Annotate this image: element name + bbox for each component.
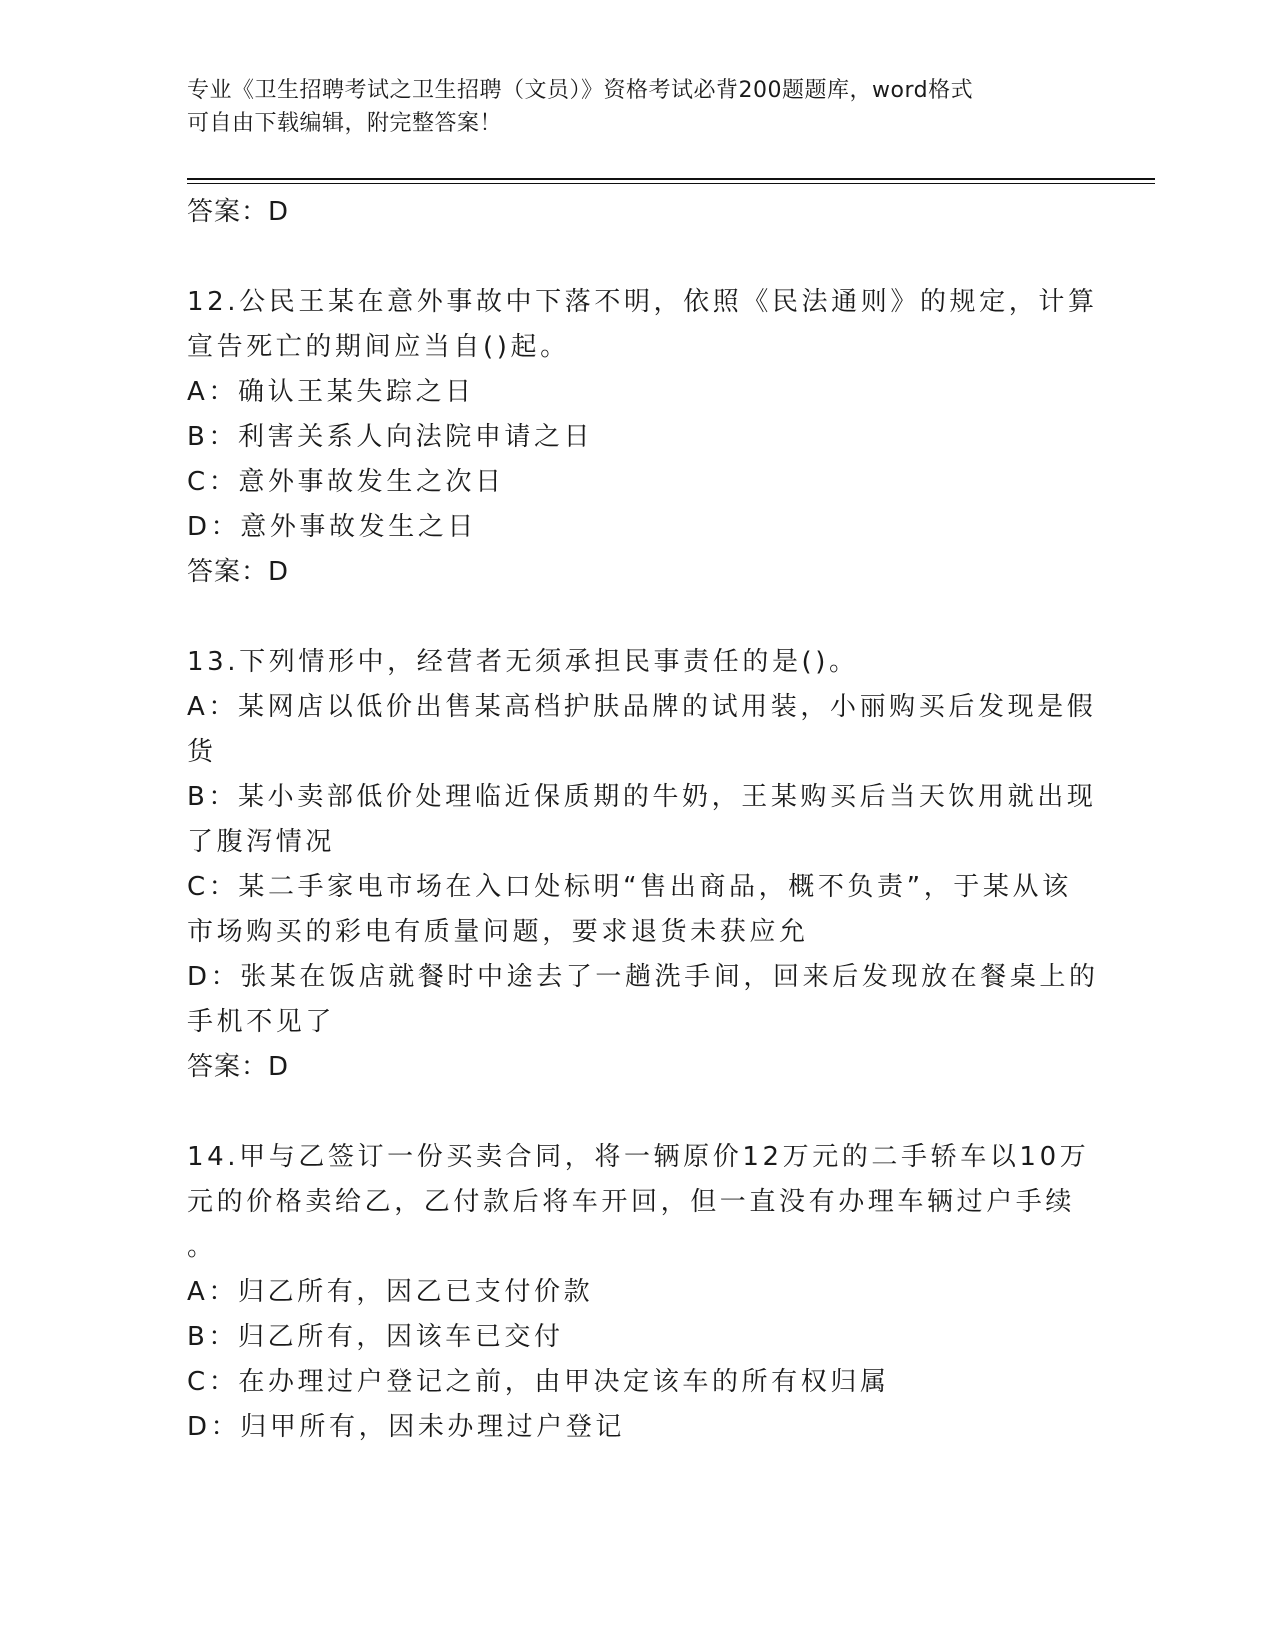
header-line-2: 可自由下载编辑，附完整答案！: [187, 111, 503, 136]
question-stem: 12.公民王某在意外事故中下落不明，依照《民法通则》的规定，计算: [187, 287, 1098, 317]
option-d: D：归甲所有，因未办理过户登记: [187, 1412, 626, 1442]
question-stem: 。: [187, 1232, 217, 1262]
answer-line: 答案：D: [187, 197, 290, 227]
option-a: A：确认王某失踪之日: [187, 377, 475, 407]
header-rule-thin: [187, 183, 1155, 184]
spacer: [187, 1090, 1087, 1135]
spacer: [187, 235, 1087, 280]
question-block: [187, 1135, 1090, 1450]
answer-line: 答案：D: [187, 1052, 290, 1082]
option-b-cont: 了腹泻情况: [187, 827, 336, 857]
option-d: D：意外事故发生之日: [187, 512, 478, 542]
option-c-cont: 市场购买的彩电有质量问题，要求退货未获应允: [187, 917, 809, 947]
option-a: A：某网店以低价出售某高档护肤品牌的试用装，小丽购买后发现是假: [187, 692, 1097, 722]
question-stem: 宣告死亡的期间应当自()起。: [187, 332, 570, 362]
answer-line: 答案：D: [187, 557, 290, 587]
option-d-cont: 手机不见了: [187, 1007, 336, 1037]
option-b: B：归乙所有，因该车已交付: [187, 1322, 564, 1352]
question-block: [187, 640, 1099, 1090]
question-stem: 13.下列情形中，经营者无须承担民事责任的是()。: [187, 647, 859, 677]
option-b: B：利害关系人向法院申请之日: [187, 422, 594, 452]
question-stem: 14.甲与乙签订一份买卖合同，将一辆原价12万元的二手轿车以10万: [187, 1142, 1090, 1172]
header-line-1: 专业《卫生招聘考试之卫生招聘（文员）》资格考试必背200题题库，word格式: [187, 78, 974, 103]
option-a: A：归乙所有，因乙已支付价款: [187, 1277, 594, 1307]
question-stem: 元的价格卖给乙，乙付款后将车开回，但一直没有办理车辆过户手续: [187, 1187, 1076, 1217]
option-c: C：在办理过户登记之前，由甲决定该车的所有权归属: [187, 1367, 890, 1397]
option-b: B：某小卖部低价处理临近保质期的牛奶，王某购买后当天饮用就出现: [187, 782, 1097, 812]
option-c: C：意外事故发生之次日: [187, 467, 505, 497]
option-c: C：某二手家电市场在入口处标明“售出商品，概不负责”，于某从该: [187, 872, 1072, 902]
document-body: [187, 190, 1099, 1450]
spacer: [187, 595, 1087, 640]
document-header: [187, 74, 1087, 140]
option-a-cont: 货: [187, 737, 217, 767]
option-d: D：张某在饭店就餐时中途去了一趟洗手间，回来后发现放在餐桌上的: [187, 962, 1099, 992]
question-block: [187, 280, 1098, 595]
header-rule-thick: [187, 178, 1155, 180]
